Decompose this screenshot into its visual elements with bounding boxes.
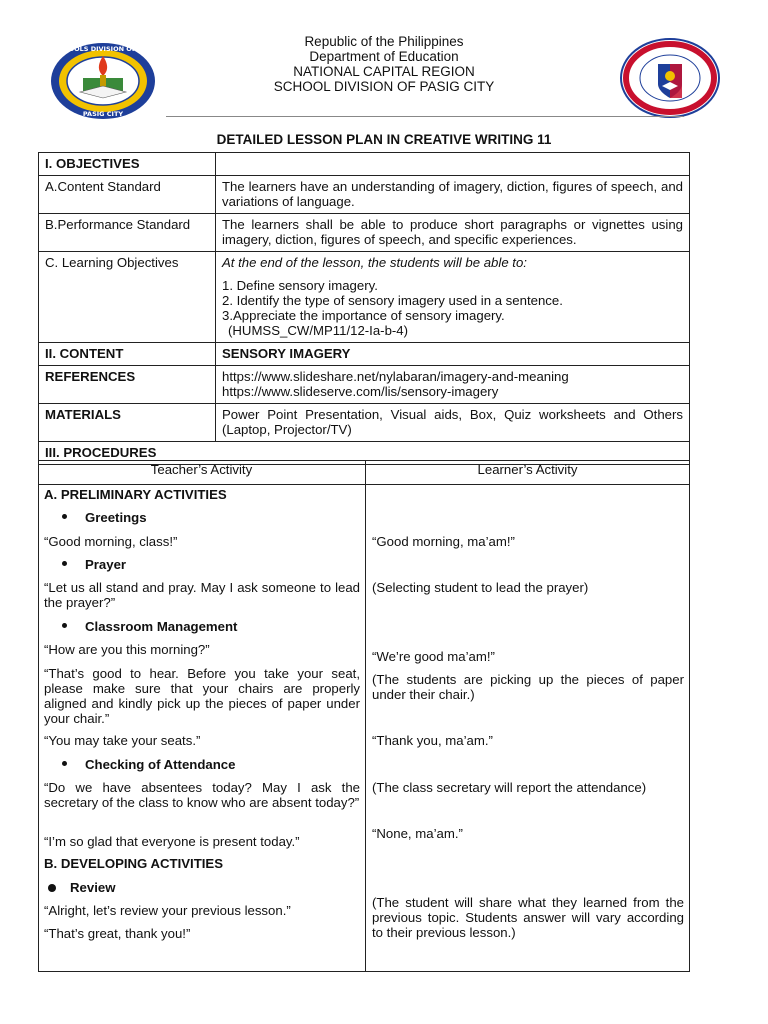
- table-row: [39, 366, 690, 404]
- classroom-management-item: [62, 619, 237, 634]
- teacher-great: “That’s great, thank you!”: [44, 926, 191, 941]
- materials-text: Power Point Presentation, Visual aids, Box, Quiz worksheets and Others (Laptop, Projector/TV): [216, 404, 690, 442]
- learning-objective-1: 1. Define sensory imagery.: [222, 278, 378, 293]
- review-label: Review: [70, 880, 116, 895]
- header-division: SCHOOL DIVISION OF PASIG CITY: [273, 79, 495, 94]
- developing-activities-heading: B. DEVELOPING ACTIVITIES: [44, 856, 224, 871]
- materials-label: MATERIALS: [39, 404, 216, 442]
- teacher-activity-header: Teacher’s Activity: [150, 462, 253, 477]
- svg-text:SCHOOLS DIVISION OFFICE: SCHOOLS DIVISION OFFICE: [53, 45, 153, 53]
- table-row: [39, 153, 690, 176]
- letterhead: [0, 34, 768, 94]
- teacher-greeting: “Good morning, class!”: [44, 534, 178, 549]
- reference-link-2[interactable]: https://www.slideserve.com/lis/sensory-imagery: [222, 384, 499, 399]
- lesson-plan-title: DETAILED LESSON PLAN IN CREATIVE WRITING 11: [216, 132, 552, 147]
- header-divider: [166, 116, 684, 117]
- learner-picking-paper: (The students are picking up the pieces of paper under their chair.): [372, 672, 684, 702]
- greetings-label: Greetings: [85, 510, 147, 525]
- preliminary-activities-heading: A. PRELIMINARY ACTIVITIES: [44, 487, 227, 502]
- competency-code: (HUMSS_CW/MP11/12-Ia-b-4): [228, 323, 409, 338]
- svg-text:PASIG CITY: PASIG CITY: [82, 110, 124, 118]
- learner-good: “We’re good ma’am!”: [372, 649, 495, 664]
- table-row: [39, 404, 690, 442]
- learner-prayer: (Selecting student to lead the prayer): [372, 580, 589, 595]
- learner-greeting: “Good morning, ma’am!”: [372, 534, 515, 549]
- objectives-empty-cell: [216, 153, 690, 176]
- bullet-icon: [62, 761, 67, 766]
- learning-objective-3: 3.Appreciate the importance of sensory imagery.: [222, 308, 505, 323]
- learner-thanks: “Thank you, ma’am.”: [372, 733, 493, 748]
- content-label: II. CONTENT: [39, 343, 216, 366]
- bullet-icon: [62, 514, 67, 519]
- learner-activity-header: Learner’s Activity: [477, 462, 578, 477]
- learning-objectives-cell: [216, 252, 690, 343]
- checking-attendance-item: [62, 757, 235, 772]
- objectives-table: [38, 152, 690, 465]
- table-row: [39, 176, 690, 214]
- table-row: [39, 252, 690, 343]
- prayer-item: [62, 557, 126, 572]
- review-item: [48, 880, 115, 895]
- learning-objective-2: 2. Identify the type of sensory imagery used in a sentence.: [222, 293, 563, 308]
- reference-link-1[interactable]: https://www.slideshare.net/nylabaran/imagery-and-meaning: [222, 369, 569, 384]
- performance-standard-label: B.Performance Standard: [39, 214, 216, 252]
- procedures-label: III. PROCEDURES: [39, 442, 690, 465]
- checking-attendance-label: Checking of Attendance: [85, 757, 236, 772]
- teacher-prayer: “Let us all stand and pray. May I ask someone to lead the prayer?”: [44, 580, 360, 610]
- header-region: NATIONAL CAPITAL REGION: [293, 64, 475, 79]
- learner-share: (The student will share what they learned from the previous topic. Students answer will vary according to their previous lesson.): [372, 895, 684, 940]
- learner-none: “None, ma’am.”: [372, 826, 463, 841]
- header-republic: Republic of the Philippines: [304, 34, 464, 49]
- classroom-management-label: Classroom Management: [85, 619, 238, 634]
- header-department: Department of Education: [309, 49, 459, 64]
- bullet-icon: [48, 884, 56, 892]
- table-row: [39, 343, 690, 366]
- teacher-take-seats: “You may take your seats.”: [44, 733, 201, 748]
- teacher-glad: “I’m so glad that everyone is present today.”: [44, 834, 300, 849]
- greetings-item: [62, 510, 147, 525]
- content-standard-label: A.Content Standard: [39, 176, 216, 214]
- bullet-icon: [62, 623, 67, 628]
- learning-objectives-label: C. Learning Objectives: [39, 252, 216, 343]
- learning-objectives-intro: At the end of the lesson, the students will be able to:: [222, 255, 527, 270]
- learner-secretary: (The class secretary will report the attendance): [372, 780, 647, 795]
- procedures-table: [38, 460, 690, 972]
- content-standard-text: The learners have an understanding of imagery, diction, figures of speech, and variations of language.: [216, 176, 690, 214]
- bullet-icon: [62, 561, 67, 566]
- references-label: REFERENCES: [39, 366, 216, 404]
- teacher-how-are-you: “How are you this morning?”: [44, 642, 210, 657]
- references-cell: [216, 366, 690, 404]
- prayer-label: Prayer: [85, 557, 127, 572]
- content-value: SENSORY IMAGERY: [216, 343, 690, 366]
- table-row: [39, 214, 690, 252]
- teacher-review: “Alright, let’s review your previous lesson.”: [44, 903, 291, 918]
- performance-standard-text: The learners shall be able to produce short paragraphs or vignettes using imagery, diction, figures of speech, and specific experiences.: [216, 214, 690, 252]
- objectives-label: I. OBJECTIVES: [39, 153, 216, 176]
- teacher-seat-instructions: “That’s good to hear. Before you take your seat, please make sure that your chairs are properly aligned and kindly pick up the pieces of paper under your chair.”: [44, 666, 360, 726]
- teacher-absentees: “Do we have absentees today? May I ask the secretary of the class to know who are absent today?”: [44, 780, 360, 810]
